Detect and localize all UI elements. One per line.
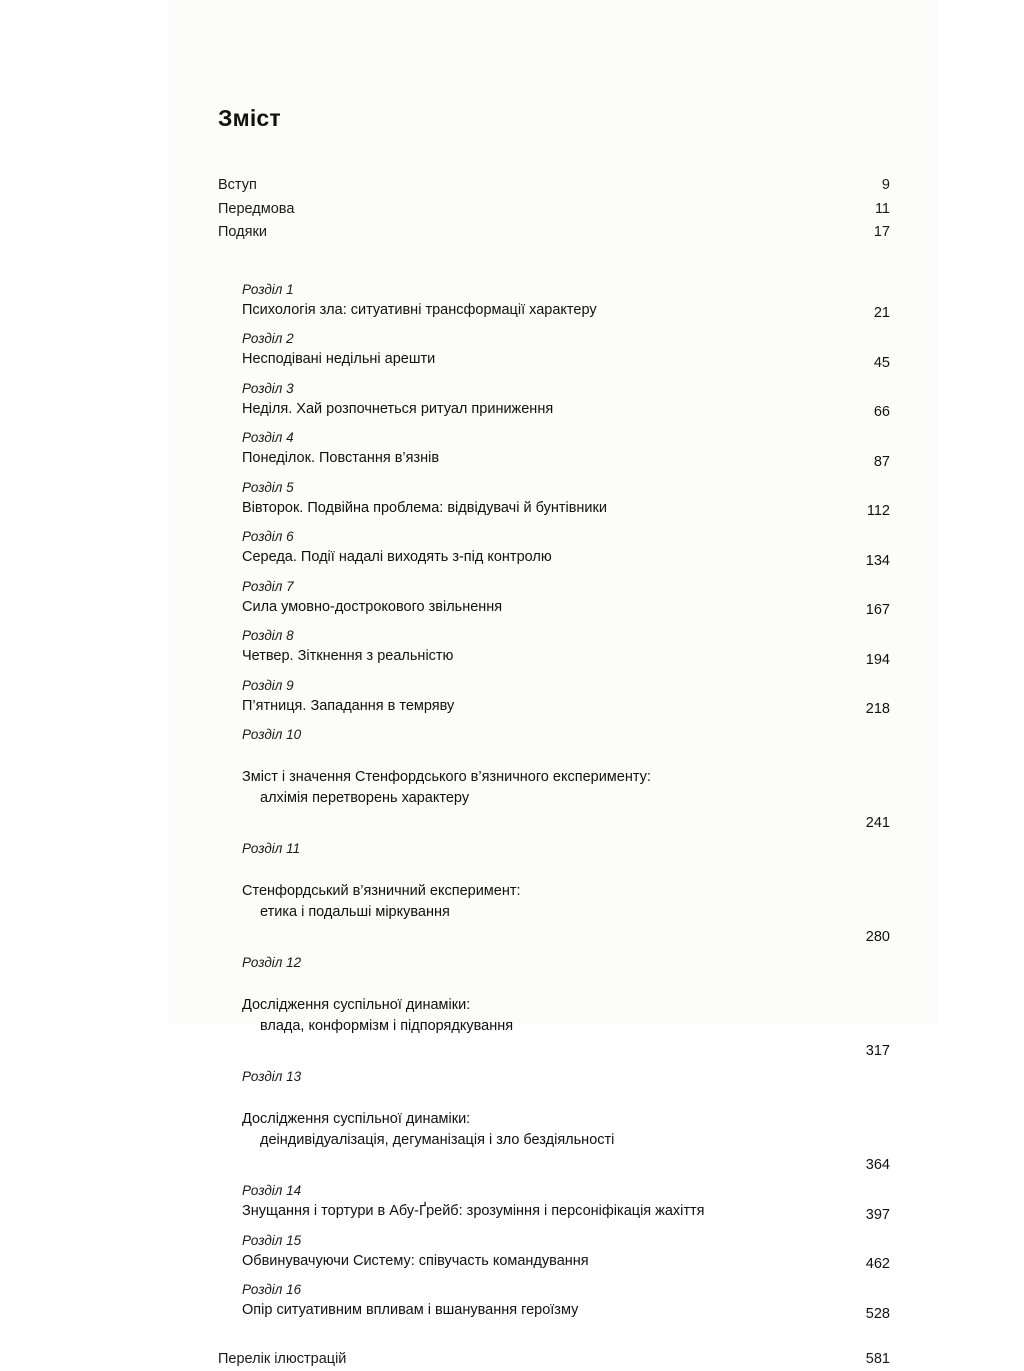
chapter-row (218, 448, 890, 470)
chapter-number: Розділ 10 (218, 724, 890, 745)
chapter-title: П’ятниця. Западання в темряву (242, 696, 838, 718)
entry-label: Вступ (218, 174, 838, 198)
chapter-number: Розділ 15 (218, 1230, 890, 1251)
chapter-number: Розділ 14 (218, 1180, 890, 1201)
chapter-page-number: 462 (838, 1256, 890, 1272)
chapter-number: Розділ 2 (218, 328, 890, 349)
chapter-row (218, 597, 890, 619)
chapter-number: Розділ 8 (218, 625, 890, 646)
chapter-entry (218, 477, 890, 520)
chapter-entry (218, 625, 890, 668)
list-item (218, 198, 890, 222)
chapter-entry (218, 838, 890, 945)
list-item (218, 174, 890, 198)
chapter-entry (218, 675, 890, 718)
chapter-title: Четвер. Зіткнення з реальністю (242, 646, 838, 668)
chapter-title: Несподівані недільні арешти (242, 349, 838, 371)
chapter-row (218, 399, 890, 421)
chapter-row (218, 745, 890, 831)
chapter-number: Розділ 12 (218, 952, 890, 973)
chapter-title-line2: етика і подальші міркування (242, 902, 838, 924)
chapter-page-number: 112 (838, 503, 890, 519)
chapter-title-line2: влада, конформізм і підпорядкування (242, 1016, 838, 1038)
entry-page-number: 581 (838, 1348, 890, 1371)
entry-page-number: 9 (838, 174, 890, 198)
chapter-title (242, 973, 838, 1059)
chapter-number: Розділ 9 (218, 675, 890, 696)
chapter-number: Розділ 5 (218, 477, 890, 498)
chapter-title: Неділя. Хай розпочнеться ритуал приниження (242, 399, 838, 421)
chapter-title (242, 745, 838, 831)
chapter-row (218, 696, 890, 718)
chapter-page-number: 194 (838, 652, 890, 668)
chapter-entry (218, 576, 890, 619)
chapter-title-line1: Стенфордський в’язничний експеримент: (242, 883, 521, 899)
chapter-entry (218, 1279, 890, 1322)
chapter-row (218, 498, 890, 520)
front-matter-list (218, 174, 890, 245)
chapter-page-number: 87 (838, 454, 890, 470)
chapter-title: Понеділок. Повстання в’язнів (242, 448, 838, 470)
chapter-number: Розділ 7 (218, 576, 890, 597)
chapter-title: Сила умовно-дострокового звільнення (242, 597, 838, 619)
chapter-entry (218, 952, 890, 1059)
chapter-title: Психологія зла: ситуативні трансформації характеру (242, 300, 838, 322)
chapter-page-number: 317 (838, 1043, 890, 1059)
chapter-number: Розділ 13 (218, 1066, 890, 1087)
chapter-entry (218, 279, 890, 322)
chapter-page-number: 45 (838, 355, 890, 371)
chapter-title: Середа. Події надалі виходять з-під контролю (242, 547, 838, 569)
chapter-number: Розділ 3 (218, 378, 890, 399)
page-left-margin (0, 0, 168, 1024)
chapter-title: Знущання і тортури в Абу-Ґрейб: зрозуміння і персоніфікація жахіття (242, 1201, 838, 1223)
chapter-title (242, 1087, 838, 1173)
chapter-number: Розділ 6 (218, 526, 890, 547)
chapter-row (218, 1201, 890, 1223)
chapter-title-line1: Дослідження суспільної динаміки: (242, 1111, 470, 1127)
entry-label: Перелік ілюстрацій (218, 1348, 838, 1371)
entry-label: Подяки (218, 221, 838, 245)
chapter-entry (218, 328, 890, 371)
chapter-entry (218, 1180, 890, 1223)
chapter-page-number: 21 (838, 305, 890, 321)
entry-label: Передмова (218, 198, 838, 222)
chapter-entry (218, 1230, 890, 1273)
chapter-row (218, 1087, 890, 1173)
entry-page-number: 17 (838, 221, 890, 245)
chapter-row (218, 349, 890, 371)
chapter-page-number: 364 (838, 1157, 890, 1173)
list-item (218, 1348, 890, 1371)
chapter-number: Розділ 11 (218, 838, 890, 859)
chapter-entry (218, 526, 890, 569)
back-matter-list (218, 1348, 890, 1371)
chapter-page-number: 134 (838, 553, 890, 569)
list-item (218, 221, 890, 245)
chapter-entry (218, 378, 890, 421)
chapter-page-number: 241 (838, 815, 890, 831)
chapter-page-number: 218 (838, 701, 890, 717)
entry-page-number: 11 (838, 198, 890, 222)
chapter-row (218, 1251, 890, 1273)
chapter-row (218, 1300, 890, 1322)
chapter-page-number: 397 (838, 1207, 890, 1223)
chapter-number: Розділ 4 (218, 427, 890, 448)
page-sheet (168, 0, 938, 1024)
chapter-number: Розділ 1 (218, 279, 890, 300)
chapter-page-number: 66 (838, 404, 890, 420)
chapter-title-line1: Зміст і значення Стенфордського в’язничного експерименту: (242, 769, 651, 785)
chapter-entry (218, 724, 890, 831)
chapter-title-line2: деіндивідуалізація, дегуманізація і зло бездіяльності (242, 1130, 838, 1152)
chapter-title (242, 859, 838, 945)
chapter-title-line1: Дослідження суспільної динаміки: (242, 997, 470, 1013)
chapter-row (218, 859, 890, 945)
chapter-title: Вівторок. Подвійна проблема: відвідувачі й бунтівники (242, 498, 838, 520)
chapter-row (218, 300, 890, 322)
chapter-title: Обвинувачуючи Систему: співучасть командування (242, 1251, 838, 1273)
page-right-margin (938, 0, 1024, 1024)
chapter-page-number: 280 (838, 929, 890, 945)
chapter-entry (218, 427, 890, 470)
chapter-list (218, 279, 890, 1322)
page-title: Зміст (218, 105, 890, 132)
chapter-page-number: 167 (838, 602, 890, 618)
chapter-title: Опір ситуативним впливам і вшанування героїзму (242, 1300, 838, 1322)
chapter-title-line2: алхімія перетворень характеру (242, 788, 838, 810)
chapter-row (218, 973, 890, 1059)
chapter-entry (218, 1066, 890, 1173)
chapter-row (218, 547, 890, 569)
chapter-page-number: 528 (838, 1306, 890, 1322)
chapter-row (218, 646, 890, 668)
chapter-number: Розділ 16 (218, 1279, 890, 1300)
table-of-contents (218, 105, 890, 1371)
